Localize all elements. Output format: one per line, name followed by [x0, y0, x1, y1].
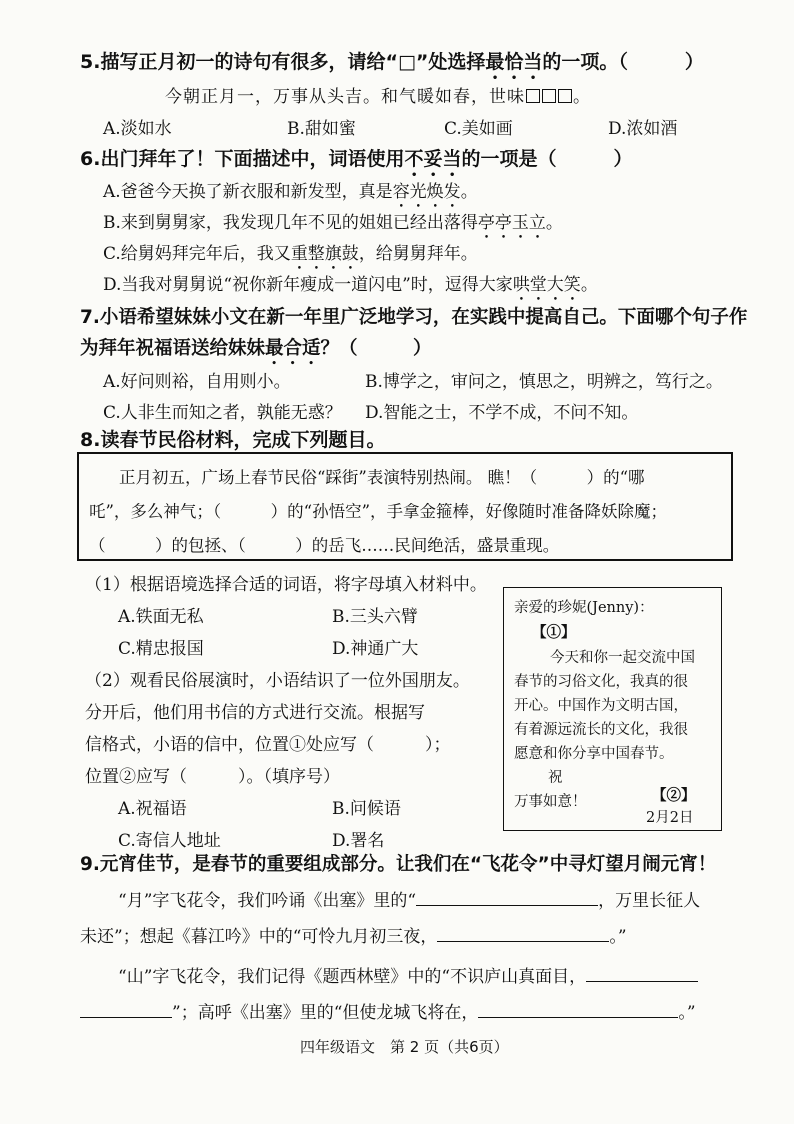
q8-material-line: （ ）的包拯、（ ）的岳飞……民间绝活，盛景重现。 [89, 536, 560, 555]
q8-sub2-option-b: B.问候语 [332, 799, 401, 819]
q8-material-box [77, 452, 733, 561]
q8-sub1-option-c: C.精忠报国 [118, 639, 204, 659]
q9-stem: 9.元宵佳节，是春节的重要组成部分。让我们在“飞花令”中寻灯望月闹元宵！ [80, 854, 717, 875]
q8-sub2-option-d: D.署名 [332, 831, 385, 851]
q8-sub2-option-a: A.祝福语 [118, 799, 187, 819]
q8-sub1-option-d: D.神通广大 [332, 639, 419, 659]
q5-option-d: D.浓如酒 [608, 119, 678, 139]
q9-answer-blank-4[interactable] [478, 999, 678, 1018]
q8-sub1-option-a: A.铁面无私 [118, 607, 204, 627]
q5-option-b: B.甜如蜜 [287, 119, 356, 139]
q9-line-2: 未还”；想起《暮江吟》中的“可怜九月初三夜， 。” [80, 922, 627, 947]
q6-option-a: A.爸爸今天换了新衣服和新发型，真是容光焕发。 [103, 182, 478, 202]
q7-option-d: D.智能之士，不学不成，不问不知。 [365, 403, 639, 423]
letter-body-line: 有着源远流长的文化，我很 [514, 722, 688, 738]
letter-mark-2: 【②】 [652, 787, 696, 804]
page-footer: 四年级语文 第 2 页（共6页） [300, 1038, 509, 1056]
q8-sub2-line: （2）观看民俗展演时，小语结识了一位外国朋友。 [85, 671, 470, 691]
q9-answer-blank-3b[interactable] [80, 999, 172, 1018]
letter-body-line: 开心。中国作为文明古国， [514, 698, 688, 714]
q6-option-c: C.给舅妈拜完年后，我又重整旗鼓，给舅舅拜年。 [103, 244, 478, 264]
q8-sub2-line: 分开后，他们用书信的方式进行交流。根据写 [85, 703, 425, 723]
q7-option-c: C.人非生而知之者，孰能无惑？ [103, 403, 342, 423]
q7-stem-line1: 7.小语希望妹妹小文在新一年里广泛地学习，在实践中提高自己。下面哪个句子作 [80, 307, 748, 328]
q8-sub1-stem: （1）根据语境选择合适的词语，将字母填入材料中。 [85, 575, 487, 595]
letter-wish-1: 祝 [548, 770, 563, 786]
q9-answer-blank-1[interactable] [416, 887, 598, 906]
q8-sub2-line: 信格式，小语的信中，位置①处应写（ ）； [85, 735, 451, 755]
q7-stem-line2: 为拜年祝福语送给妹妹最合适？（ ） [80, 338, 432, 359]
q6-option-d: D.当我对舅舅说“祝你新年瘦成一道闪电”时，逗得大家哄堂大笑。 [103, 275, 598, 295]
q7-option-a: A.好问则裕，自用则小。 [103, 372, 291, 392]
q8-sub2-option-c: C.寄信人地址 [118, 831, 221, 851]
letter-mark-1: 【①】 [532, 624, 576, 641]
q7-option-b: B.博学之，审问之，慎思之，明辨之，笃行之。 [365, 372, 723, 392]
q5-option-a: A.淡如水 [103, 119, 172, 139]
q8-material-line: 吒”，多么神气；（ ）的“孙悟空”，手拿金箍棒，好像随时准备降妖除魔； [89, 502, 668, 521]
letter-wish-2: 万事如意！ [514, 794, 587, 810]
letter-body-line: 今天和你一起交流中国 [550, 650, 695, 666]
letter-box [503, 587, 722, 831]
q8-material-line: 正月初五，广场上春节民俗“踩街”表演特别热闹。 瞧！（ ）的“哪 [119, 468, 645, 487]
letter-date: 2月2日 [646, 810, 694, 826]
q9-line-1: “月”字飞花令，我们吟诵《出塞》里的“ ，万里长征人 [118, 886, 700, 911]
q8-stem: 8.读春节民俗材料，完成下列题目。 [80, 429, 386, 451]
q5-option-c: C.美如画 [444, 119, 513, 139]
q9-line-4: ”；高呼《出塞》里的“但使龙城飞将在， 。” [80, 998, 696, 1023]
q9-answer-blank-2[interactable] [437, 923, 609, 942]
q9-answer-blank-3a[interactable] [586, 963, 698, 982]
q9-line-3: “山”字飞花令，我们记得《题西林壁》中的“不识庐山真面目， [118, 962, 698, 987]
q5-poem: 今朝正月一，万事从头吉。和气暖如春，世味 。 [165, 87, 591, 107]
q6-option-b: B.来到舅舅家，我发现几年不见的姐姐已经出落得亭亭玉立。 [103, 213, 563, 233]
letter-greeting: 亲爱的珍妮(Jenny)： [514, 600, 654, 616]
q6-stem: 6.出门拜年了！下面描述中，词语使用不妥当的一项是（ ） [80, 148, 633, 170]
q8-sub1-option-b: B.三头六臂 [332, 607, 418, 627]
letter-body-line: 愿意和你分享中国春节。 [514, 746, 674, 762]
letter-body-line: 春节的习俗文化，我真的很 [514, 674, 688, 690]
q5-stem: 5.描写正月初一的诗句有很多，请给“□”处选择最恰当的一项。（ ） [80, 51, 704, 73]
q8-sub2-line: 位置②应写（ ）。（填序号） [85, 767, 340, 787]
